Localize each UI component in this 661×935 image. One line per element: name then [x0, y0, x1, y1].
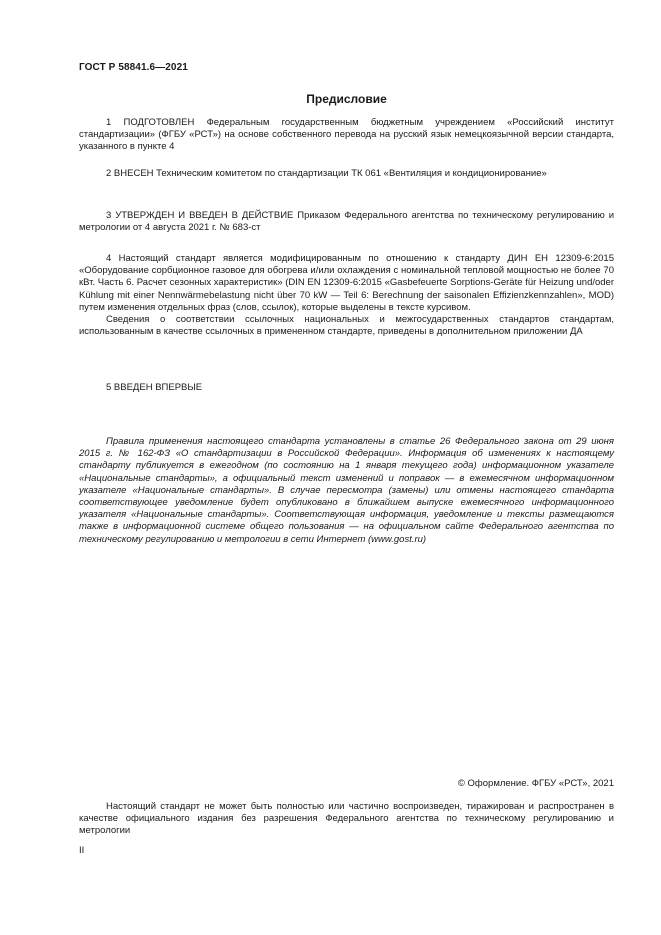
- item-2: [79, 168, 614, 180]
- page-number: II: [79, 845, 85, 856]
- copyright: © Оформление. ФГБУ «РСТ», 2021: [457, 778, 614, 789]
- rules-notice: [79, 436, 614, 546]
- item-5-text: 5 ВВЕДЕН ВПЕРВЫЕ: [106, 382, 203, 393]
- item-3: [79, 210, 614, 234]
- page-title: Предисловие: [306, 92, 387, 106]
- item-2-text: 2 ВНЕСЕН Техническим комитетом по стандартизации ТК 061 «Вентиляция и кондиционирование»: [106, 168, 547, 179]
- item-5: [79, 382, 614, 394]
- rules-notice-text: Правила применения настоящего стандарта установлены в статье 26 Федерального закона от 29 июня 2015 г. № 162-ФЗ «О стандартизации в Российской Федерации». Информация об изменениях к настоящему стандарту публикуется в ежегодном (по состоянию на 1 января текущего года) информационном указателе «Национальные стандарты», а официальный текст изменений и поправок — в ежемесячном информационном указателе «Национальные стандарты». В случае пересмотра (замены) или отмены настоящего стандарта соответствующее уведомление будет опубликовано в ближайшем выпуске ежемесячного информационного указателя «Национальные стандарты». Соответствующая информация, уведомление и тексты размещаются также в информационной системе общего пользования — на официальном сайте Федерального агентства по техническому регулированию и метрологии в сети Интернет (www.gost.ru): [79, 436, 614, 545]
- item-4-annex-note: Сведения о соответствии ссылочных национальных и межгосударственных стандартов стандартам, использованным в качестве ссылочных в примененном стандарте, приведены в дополнительном приложении ДА: [79, 314, 614, 338]
- reproduction-notice: [79, 801, 614, 838]
- item-1-text: 1 ПОДГОТОВЛЕН Федеральным государственным бюджетным учреждением «Российский институт стандартизации» (ФГБУ «РСТ») на основе собственного перевода на русский язык немецкоязычной версии стандарта, указанного в пункте 4: [79, 117, 614, 153]
- item-1: [79, 117, 614, 154]
- item-3-text: 3 УТВЕРЖДЕН И ВВЕДЕН В ДЕЙСТВИЕ Приказом Федерального агентства по техническому регулированию и метрологии от 4 августа 2021 г. № 683-ст: [79, 210, 614, 234]
- item-4-text: 4 Настоящий стандарт является модифицированным по отношению к стандарту ДИН ЕН 12309-6:2015 «Оборудование сорбционное газовое для обогрева и/или охлаждения с номинальной тепловой мощностью не более 70 кВт. Часть 6. Расчет сезонных характеристик» (DIN EN 12309-6:2015 «Gasbefeuerte Sorptions-Geräte für Heizung und/oder Kühlung mit einer Nennwärmebelastung nicht über 70 kW — Teil 6: Berechnung der saisonalen Effizienzkennzahlen», MOD) путем изменения отдельных фраз (слов, ссылок), которые выделены в тексте курсивом.: [79, 253, 614, 313]
- reproduction-notice-text: Настоящий стандарт не может быть полностью или частично воспроизведен, тиражирован и распространен в качестве официального издания без разрешения Федерального агентства по техническому регулированию и метрологии: [79, 801, 614, 837]
- standard-code: ГОСТ Р 58841.6—2021: [79, 62, 188, 73]
- item-4: [79, 253, 614, 338]
